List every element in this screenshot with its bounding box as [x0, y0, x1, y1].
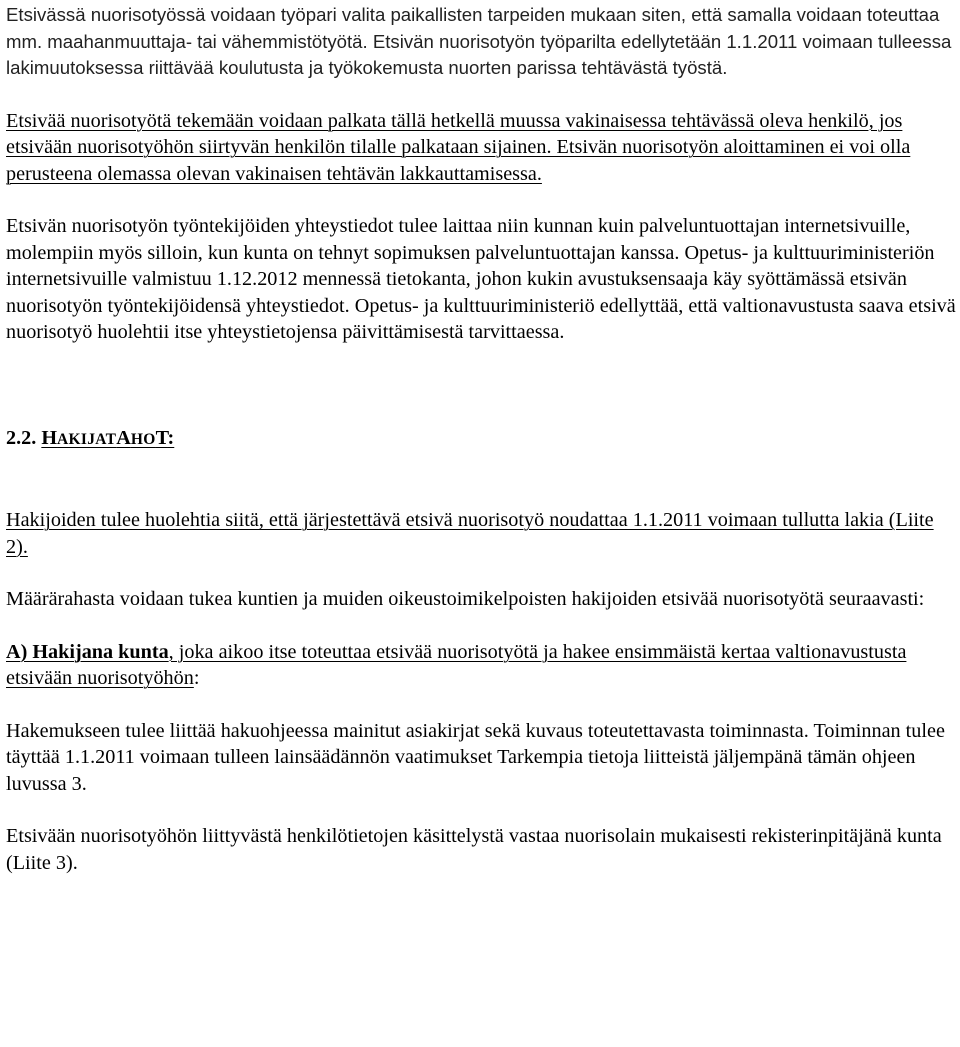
- paragraph-hiring: [6, 108, 956, 188]
- law-underlined-text: Hakijoiden tulee huolehtia siitä, että järjestettävä etsivä nuorisotyö noudattaa 1.1.2011 voimaan tullutta lakia (Liite 2).: [6, 509, 934, 558]
- option-a-label: A) Hakijana kunta: [6, 640, 169, 663]
- heading-title: HAKIJATAHOT:: [41, 426, 175, 449]
- heading-number: 2.2.: [6, 426, 37, 449]
- paragraph-attachments: Hakemukseen tulee liittää hakuohjeessa mainitut asiakirjat sekä kuvaus toteutettavasta toiminnasta. Toiminnan tulee täyttää 1.1.2011 voimaan tulleen lainsäädännön vaatimukset Tarkempia tietoja liitteistä jäljempänä tämän ohjeen luvussa 3.: [6, 719, 945, 795]
- paragraph-option-a: [6, 639, 956, 692]
- section-heading: [6, 425, 956, 454]
- paragraph-contact-info: Etsivän nuorisotyön työntekijöiden yhteystiedot tulee laittaa niin kunnan kuin palveluntuottajan internetsivuille, molempiin myös silloin, kun kunta on tehnyt sopimuksen palveluntuottajan kanssa. Opetus- ja kulttuuriministeriön internetsivuille valmistuu 1.12.2012 mennessä tietokanta, johon kukin avustuksensaaja käy syöttämässä etsivän nuorisotyön työntekijöidensä yhteystiedot. Opetus- ja kulttuuriministeriö edellyttää, että valtionavustusta saava etsivä nuorisotyö huolehtii itse yhteystietojensa päivittämisestä tarvittaessa.: [6, 215, 956, 343]
- option-a-text: , joka aikoo itse toteuttaa etsivää nuorisotyötä ja hakee ensimmäistä kertaa valtionavustusta etsivään nuorisotyöhön: [6, 640, 907, 689]
- document-body: [6, 2, 956, 876]
- option-a-underlined: [6, 641, 906, 690]
- paragraph-team-pair: Etsivässä nuorisotyössä voidaan työpari valita paikallisten tarpeiden mukaan siten, että samalla voidaan toteuttaa mm. maahanmuuttaja- tai vähemmistötyötä. Etsivän nuorisotyön työparilta edellytetään 1.1.2011 voimaan tulleessa lakimuutoksessa riittävää koulutusta ja työkokemusta nuorten parissa tehtävästä työstä.: [6, 4, 952, 78]
- paragraph-law: [6, 507, 956, 560]
- option-a-colon: :: [193, 667, 200, 689]
- paragraph-registry: Etsivään nuorisotyöhön liittyvästä henkilötietojen käsittelystä vastaa nuorisolain mukaisesti rekisterinpitäjänä kunta (Liite 3).: [6, 825, 942, 874]
- hiring-underlined-text: Etsivää nuorisotyötä tekemään voidaan palkata tällä hetkellä muussa vakinaisessa tehtävässä oleva henkilö, jos etsivään nuorisotyöhön siirtyvän henkilön tilalle palkataan sijainen. Etsivän nuorisotyön aloittaminen ei voi olla perusteena olemassa olevan vakinaisen tehtävän lakkauttamisessa.: [6, 109, 911, 185]
- paragraph-funding: Määrärahasta voidaan tukea kuntien ja muiden oikeustoimikelpoisten hakijoiden etsivää nuorisotyötä seuraavasti:: [6, 588, 925, 610]
